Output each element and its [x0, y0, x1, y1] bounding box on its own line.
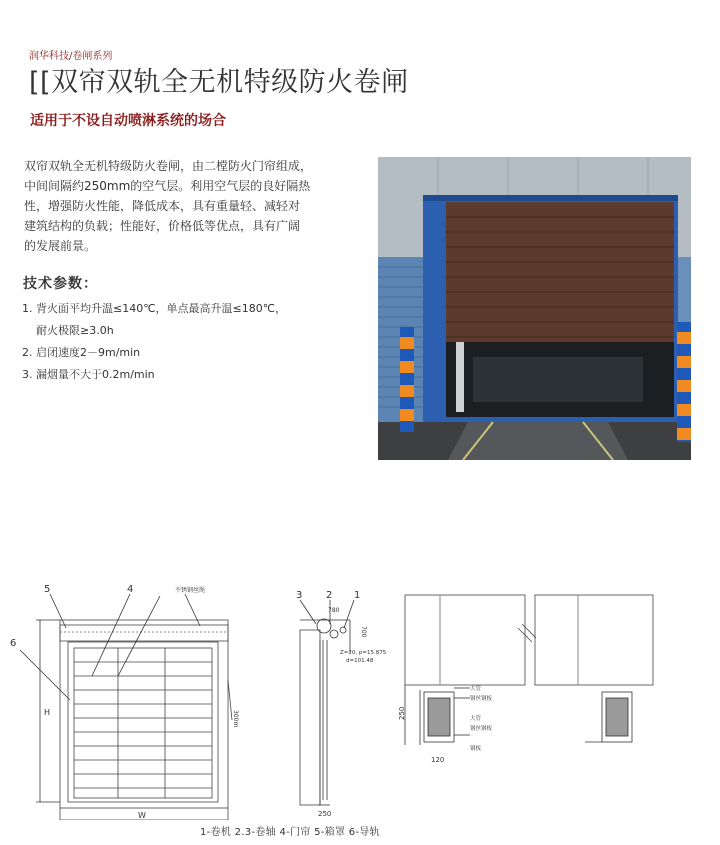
plan-note-1: 大管 — [470, 686, 482, 692]
description-line: 双帘双轨全无机特级防火卷闸，由二樘防火门帘组成， — [24, 159, 313, 173]
plan-dim-250: 250 — [398, 706, 406, 720]
technical-drawings — [0, 580, 720, 820]
spec-item: 3. 漏烟量不大于0.2m/min — [22, 368, 155, 381]
side-section — [296, 590, 387, 818]
front-small-note: 不锈钢丝绳 — [175, 587, 206, 594]
dim-width-label: W — [138, 811, 146, 820]
specs-list — [22, 298, 286, 386]
bollard-left — [400, 327, 414, 432]
callout-6: 6 — [10, 638, 17, 649]
plan-detail-left — [398, 595, 536, 764]
series-label: 润华科技/卷闸系列 — [29, 51, 113, 62]
plan-note-3: 大管 — [470, 716, 482, 722]
callout-4: 4 — [127, 584, 134, 595]
dim-height-label: H — [44, 708, 51, 717]
spec-item: 1. 背火面平均升温≤140℃，单点最高升温≤180℃， — [22, 302, 287, 315]
callout-2: 2 — [326, 590, 333, 601]
page-subtitle: 适用于不设自动喷淋系统的场合 — [30, 113, 226, 129]
callout-5: 5 — [44, 584, 51, 595]
callout-3: 3 — [296, 590, 303, 601]
side-spec-b: d=101.48 — [346, 658, 374, 664]
plan-detail-right — [535, 595, 653, 742]
side-dim-780: 780 — [328, 607, 340, 614]
side-dim-700: 700 — [360, 626, 367, 638]
front-elevation — [10, 584, 239, 820]
description-paragraph — [24, 156, 369, 256]
specs-title: 技术参数： — [23, 276, 98, 292]
bollard-right — [677, 322, 691, 442]
side-spec-a: Z=20, p=15.875 — [340, 650, 387, 656]
side-dim-250: 250 — [318, 810, 332, 818]
callout-1: 1 — [354, 590, 361, 601]
description-line: 性，增强防火性能，降低成本，具有重量轻、减轻对 — [24, 199, 301, 213]
description-line: 的发展前景。 — [24, 239, 97, 253]
spec-item: 2. 启闭速度2－9m/min — [22, 346, 141, 359]
plan-dim-120: 120 — [431, 756, 445, 764]
product-photo — [378, 157, 691, 460]
plan-note-4: 钢丝钢板 — [470, 726, 493, 732]
description-line: 中间间隔约250mm的空气层。利用空气层的良好隔热 — [24, 179, 311, 193]
description-line: 建筑结构的负载；性能好，价格低等优点，具有广阔 — [24, 219, 301, 233]
spec-item: 耐火极限≥3.0h — [36, 324, 114, 337]
front-dim-300: 300m — [232, 710, 239, 728]
plan-note-2: 钢丝钢板 — [470, 696, 493, 702]
door-curtain — [446, 202, 674, 342]
drawing-legend: 1-卷机 2.3-卷轴 4-门帘 5-箱罩 6-导轨 — [200, 827, 380, 838]
page-title: [[双帘双轨全无机特级防火卷闸 — [29, 67, 409, 98]
side-post — [456, 342, 464, 412]
plan-note-5: 钢板 — [470, 746, 482, 752]
